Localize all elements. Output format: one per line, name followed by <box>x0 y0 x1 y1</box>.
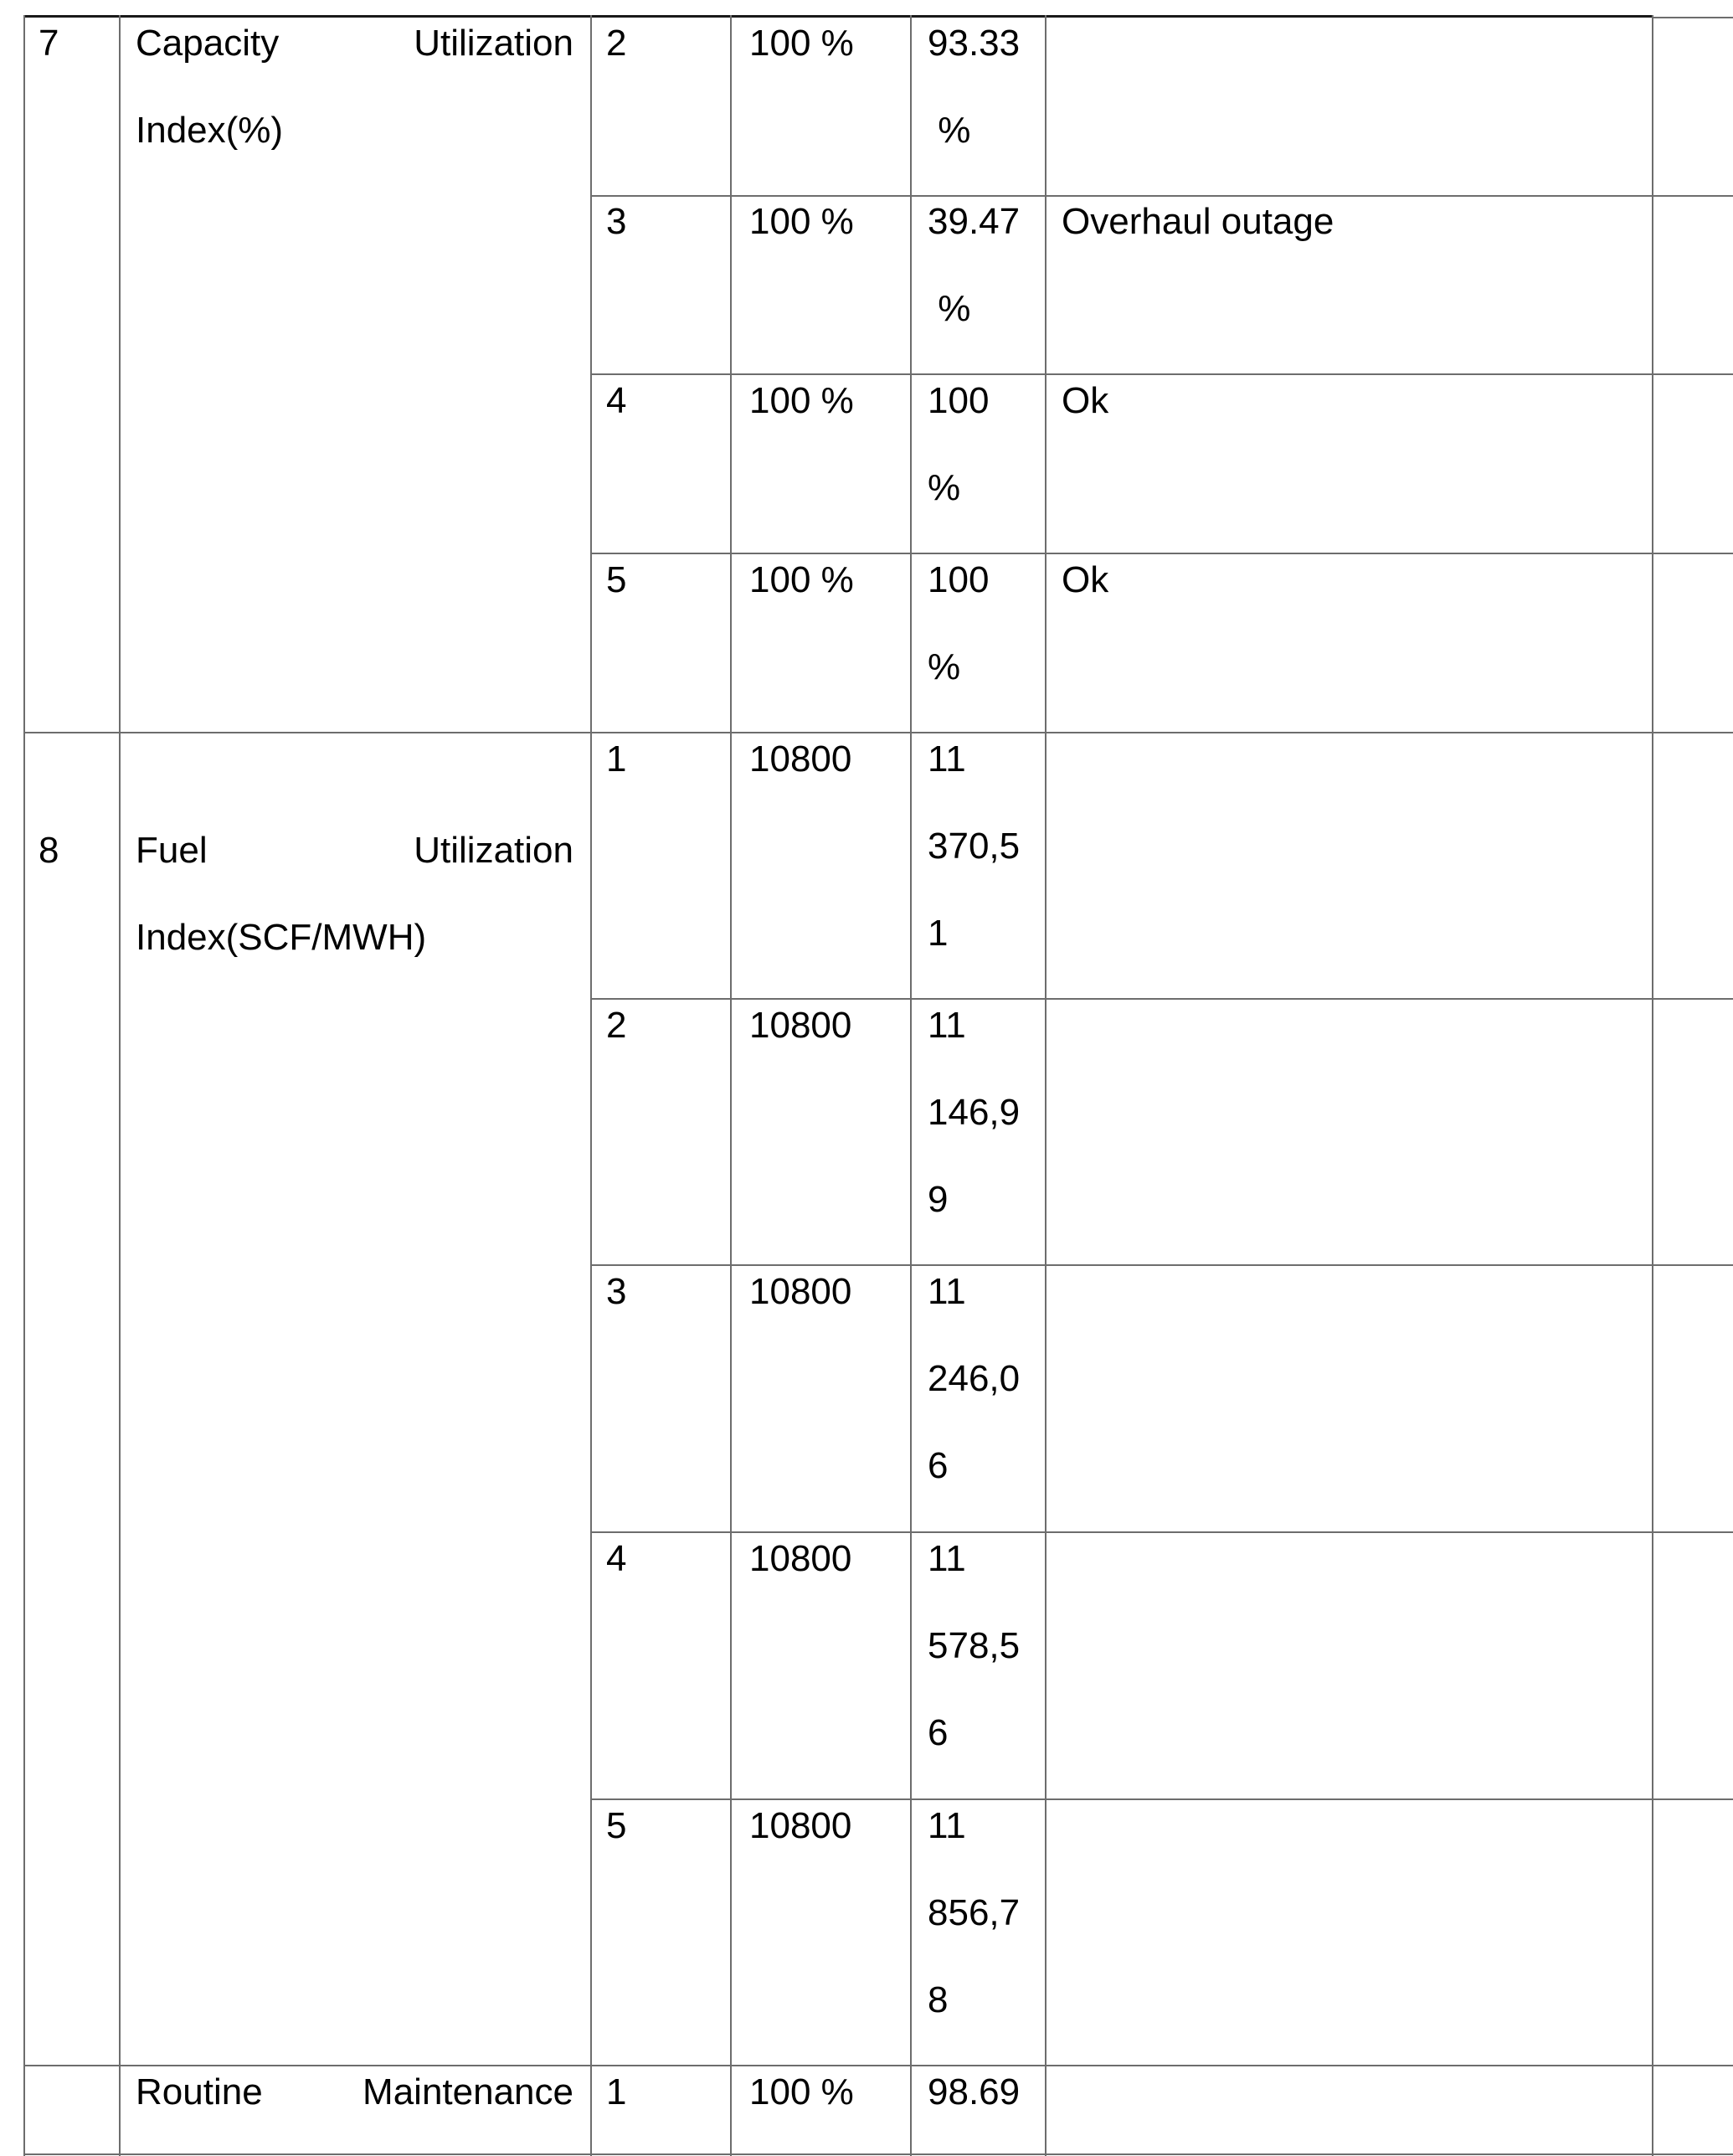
actual-value: 39.47 <box>928 201 1021 242</box>
unit-number: 3 <box>606 201 627 242</box>
column-divider <box>1652 15 1653 2156</box>
column-divider <box>1045 15 1046 2156</box>
indicator-name-cont: Index(SCF/MWH) <box>136 917 427 958</box>
target-value: 100 % <box>749 2071 854 2112</box>
actual-value: 11 <box>928 1005 966 1046</box>
actual-value: 11 <box>928 1538 966 1579</box>
unit-number: 2 <box>606 23 627 64</box>
unit-number: 2 <box>606 1005 627 1046</box>
table-bottom-border <box>23 2153 1733 2155</box>
actual-value-cont: % <box>928 467 961 508</box>
remark: Ok <box>1062 380 1109 421</box>
target-value: 100 % <box>749 23 854 64</box>
actual-value: 100 <box>928 559 990 600</box>
actual-value: 11 <box>928 1271 966 1312</box>
actual-value: 100 <box>928 380 990 421</box>
column-divider <box>910 15 912 2156</box>
indicator-name: Routine Maintenance <box>136 2071 573 2112</box>
column-divider <box>730 15 732 2156</box>
indicator-name: Capacity Utilization <box>136 23 573 64</box>
unit-number: 4 <box>606 380 627 421</box>
actual-value-cont: 578,5 <box>928 1625 1021 1666</box>
unit-number: 4 <box>606 1538 627 1579</box>
actual-value-cont: 246,0 <box>928 1358 1021 1399</box>
target-value: 10800 <box>749 738 852 780</box>
column-divider <box>590 15 592 2156</box>
indicator-name-cont: Index(%) <box>136 110 284 151</box>
actual-value-cont: 856,7 <box>928 1892 1021 1933</box>
actual-value-cont: 8 <box>928 1979 949 2020</box>
actual-value-cont: 6 <box>928 1712 949 1753</box>
actual-value: 98.69 <box>928 2071 1021 2112</box>
remark: Overhaul outage <box>1062 201 1334 242</box>
target-value: 10800 <box>749 1271 852 1312</box>
unit-number: 1 <box>606 2071 627 2112</box>
target-value: 10800 <box>749 1538 852 1579</box>
target-value: 100 % <box>749 201 854 242</box>
actual-value-cont: 9 <box>928 1179 949 1220</box>
actual-value: 11 <box>928 1805 966 1846</box>
unit-number: 1 <box>606 738 627 780</box>
actual-value-cont: 6 <box>928 1445 949 1486</box>
unit-number: 3 <box>606 1271 627 1312</box>
column-divider <box>23 15 25 2156</box>
column-divider <box>119 15 121 2156</box>
remark: Ok <box>1062 559 1109 600</box>
target-value: 10800 <box>749 1805 852 1846</box>
indicator-name: Fuel Utilization <box>136 830 573 871</box>
page-edge-rule <box>1653 17 1733 18</box>
target-value: 100 % <box>749 559 854 600</box>
unit-number: 5 <box>606 559 627 600</box>
actual-value-cont: 146,9 <box>928 1092 1021 1133</box>
target-value: 10800 <box>749 1005 852 1046</box>
unit-number: 5 <box>606 1805 627 1846</box>
row-number: 7 <box>39 23 59 64</box>
actual-value-cont: % <box>928 646 961 687</box>
actual-value-cont: % <box>928 288 971 329</box>
actual-value-cont: % <box>928 110 971 151</box>
actual-value: 11 <box>928 738 966 780</box>
target-value: 100 % <box>749 380 854 421</box>
row-number: 8 <box>39 830 59 871</box>
row-divider <box>23 732 1733 733</box>
actual-value-cont: 370,5 <box>928 826 1021 867</box>
actual-value: 93.33 <box>928 23 1021 64</box>
actual-value-cont: 1 <box>928 913 949 954</box>
